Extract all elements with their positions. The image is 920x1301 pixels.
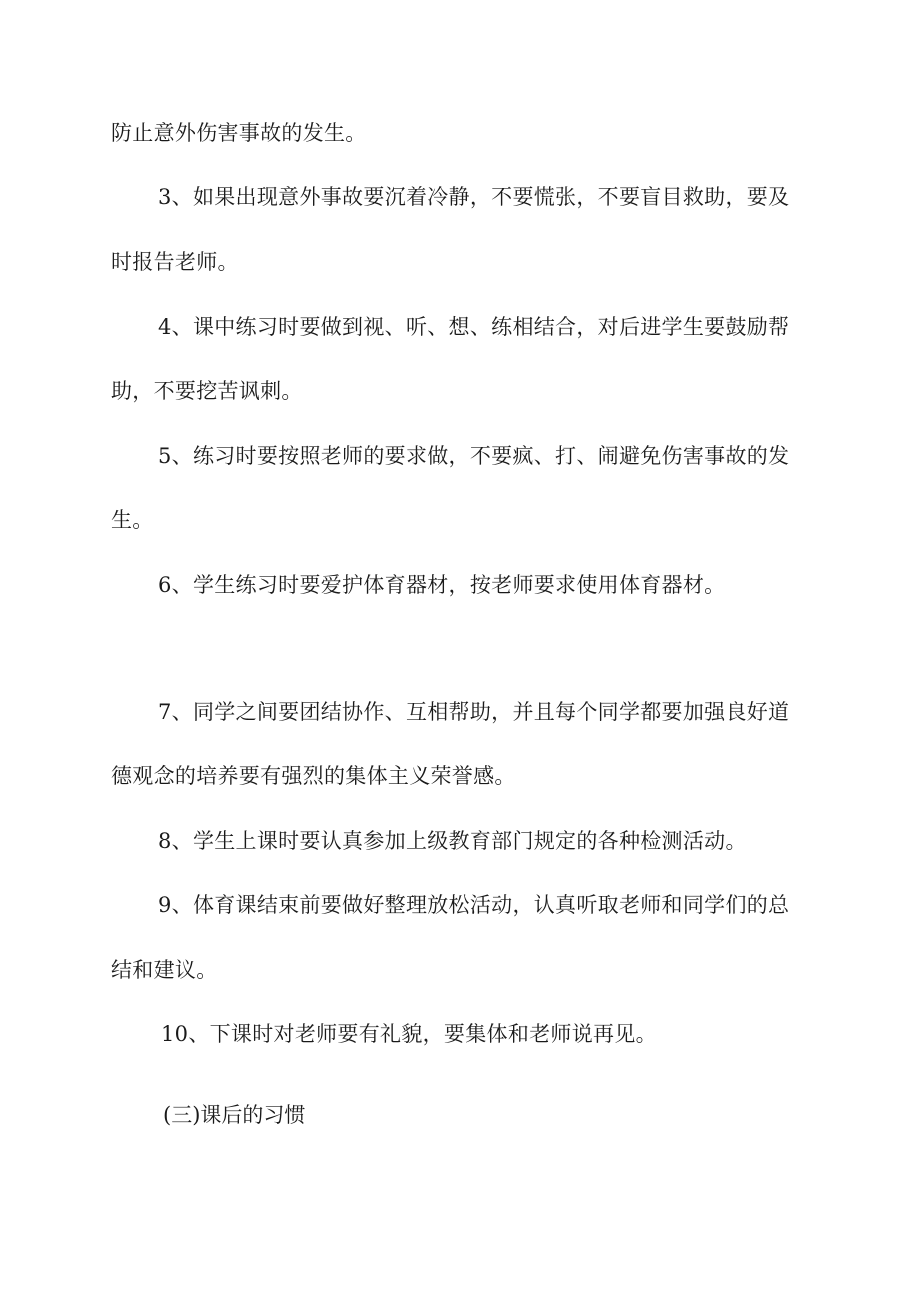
- text-line-11: 8、学生上课时要认真参加上级教育部门规定的各种检测活动。: [158, 829, 747, 853]
- text-line-3: 时报告老师。: [111, 250, 239, 274]
- text-line-5: 助，不要挖苦讽刺。: [111, 379, 303, 403]
- text-line-1: 防止意外伤害事故的发生。: [111, 121, 367, 145]
- text-line-7: 生。: [111, 508, 154, 532]
- text-line-12: 9、体育课结束前要做好整理放松活动，认真听取老师和同学们的总: [158, 893, 790, 917]
- text-line-4: 4、课中练习时要做到视、听、想、练相结合，对后进学生要鼓励帮: [158, 315, 790, 339]
- section-heading: (三)课后的习惯: [163, 1103, 306, 1127]
- text-line-13: 结和建议。: [111, 958, 218, 982]
- text-line-9: 7、同学之间要团结协作、互相帮助，并且每个同学都要加强良好道: [158, 700, 790, 724]
- text-line-6: 5、练习时要按照老师的要求做，不要疯、打、闹避免伤害事故的发: [158, 444, 790, 468]
- text-line-8: 6、学生练习时要爱护体育器材，按老师要求使用体育器材。: [158, 573, 726, 597]
- text-line-10: 德观念的培养要有强烈的集体主义荣誉感。: [111, 764, 516, 788]
- text-line-2: 3、如果出现意外事故要沉着冷静，不要慌张，不要盲目救助，要及: [158, 185, 790, 209]
- text-line-14: 10、下课时对老师要有礼貌，要集体和老师说再见。: [161, 1022, 657, 1046]
